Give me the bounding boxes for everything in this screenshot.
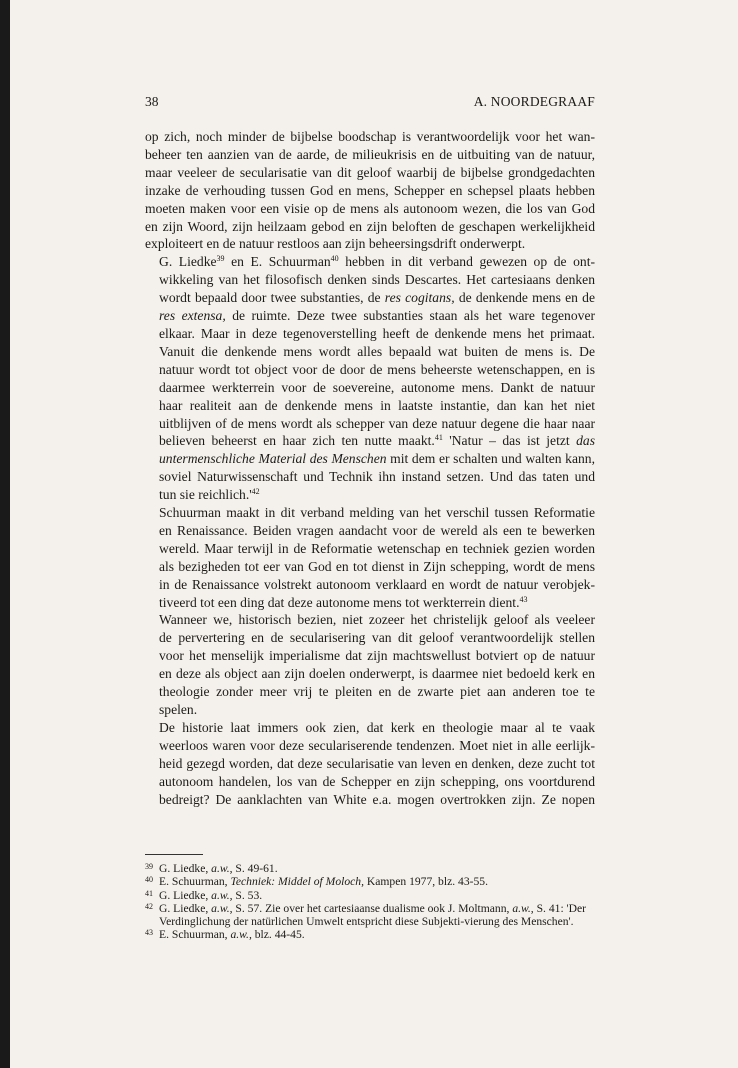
paragraph <box>145 504 595 611</box>
text-run: believen beheerst en haar zich ten nutte maakt. <box>159 433 435 449</box>
text-line <box>145 307 595 325</box>
text-run: S. 57. Zie over het cartesiaanse dualisme ook J. Moltmann, <box>232 901 513 915</box>
italic-run: das <box>576 433 596 449</box>
paragraph <box>145 719 595 809</box>
text-run: mit dem er schalten und walten kann, <box>386 451 596 467</box>
text-line <box>145 450 595 468</box>
text-run: de ruimte. Deze twee substanties staan als het ware tegenover <box>225 308 596 324</box>
text-line: soviel Naturwissenschaft und Technik ihn instand setzen. Und das taten und <box>159 469 595 485</box>
text-line: autonoom handelen, los van de Schepper en zijn schepping, ons voortdurend <box>159 773 595 789</box>
text-line: in de Renaissance volstrekt autonoom verklaard en wordt de natuur verobjek- <box>159 576 595 592</box>
text-line: de pervertering en de secularisering van dit geloof verantwoordelijk stellen <box>159 630 595 646</box>
italic-run: res cogitans, <box>384 290 455 306</box>
text-line: Schuurman maakt in dit verband melding van het verschil tussen Reformatie <box>159 505 595 521</box>
italic-run: a.w., <box>211 901 233 915</box>
text-line: moeten maken voor een visie op de mens als autonoom wezen, die los van God <box>145 200 595 216</box>
text-run: wordt bepaald door twee substanties, de <box>159 290 385 306</box>
text-line: daarmee werkterrein voor de soevereine, autonome mens. Dankt de natuur <box>159 379 595 395</box>
text-line: haar realiteit aan de denkende mens in laatste instantie, dan kan het niet <box>159 397 595 413</box>
text-line: heid gezegd worden, dat deze secularisatie van leven en denken, deze zucht tot <box>159 755 595 771</box>
text-line <box>145 486 595 504</box>
text-line: maar veeleer de secularisatie van dit geloof waarbij de bijbelse grondgedachten <box>145 164 595 180</box>
text-line: theologie zonder meer vrij te pleiten en de zwarte piet aan anderen toe te <box>159 684 595 700</box>
footnote-number: 40 <box>145 875 153 885</box>
footnote-ref: 41 <box>434 433 443 443</box>
text-run: blz. 44-45. <box>251 928 305 942</box>
text-line: elkaar. Maar in deze tegenoverstelling heeft de denkende mens het primaat. <box>159 325 595 341</box>
text-line: en Renaissance. Beiden vragen aandacht voor de wereld als een te bewerken <box>159 522 595 538</box>
text-run: S. 53. <box>232 888 263 902</box>
footnote-divider <box>145 854 203 855</box>
text-line: als bezigheden tot eer van God en tot dienst in Zijn schepping, wordt de mens <box>159 558 595 574</box>
text-line: en deze als object aan zijn doelen onderwerpt, is daarmee niet bedoeld kerk en <box>159 666 595 682</box>
page-number: 38 <box>145 94 159 109</box>
text-line <box>145 594 595 612</box>
text-line <box>145 253 595 271</box>
text-line: voor het menselijk imperialisme dat zijn machtswellust botviert op de natuur <box>159 648 595 664</box>
body-text <box>145 128 595 808</box>
text-line: inzake de verhouding tussen God en mens, Schepper en schepsel plaats hebben <box>145 182 595 198</box>
text-line: op zich, noch minder de bijbelse boodschap is verantwoordelijk voor het wan- <box>145 129 595 144</box>
footnote <box>145 902 595 929</box>
page-header <box>145 94 595 112</box>
footnote-ref: 43 <box>519 594 528 604</box>
text-run: en E. Schuurman <box>224 254 331 270</box>
text-line: beheer ten aanzien van de aarde, de milieukrisis en de uitbuiting van de natuur, <box>145 146 595 162</box>
italic-run: res extensa, <box>159 308 226 324</box>
text-line: De historie laat immers ook zien, dat kerk en theologie maar al te vaak <box>159 719 595 735</box>
footnotes <box>145 862 595 942</box>
text-line: en zijn Woord, zijn heilzaam gebod en zijn beloften de geschapen werkelijkheid <box>145 218 595 234</box>
text-line <box>145 432 595 450</box>
text-line: wereld. Maar terwijl in de Reformatie wetenschap en techniek gezien worden <box>159 540 595 556</box>
text-run: G. Liedke, <box>159 888 212 902</box>
footnote-ref: 42 <box>251 487 260 497</box>
text-line: uitblijven of de mens wordt als schepper van deze natuur degene die haar naar <box>159 415 595 431</box>
paragraph <box>145 611 595 718</box>
italic-run: untermenschliche Material des Menschen <box>159 451 387 467</box>
text-line: Wanneer we, historisch bezien, niet zozeer het christelijk geloof als veeleer <box>159 612 595 628</box>
footnote-ref: 39 <box>216 254 225 264</box>
text-run: S. 41: 'Der Verdinglichung der natürlichen Umwelt entspricht diese Subjekti-vierung des Menschen'. <box>159 901 587 929</box>
text-run: E. Schuurman, <box>159 928 231 942</box>
text-run: tiveerd tot een ding dat deze autonome mens tot werkterrein dient. <box>159 594 520 610</box>
paragraph <box>145 253 595 504</box>
text-run: G. Liedke, <box>159 901 212 915</box>
text-run: G. Liedke, <box>159 862 212 875</box>
running-head: A. NOORDEGRAAF <box>473 94 595 109</box>
text-line: spelen. <box>159 702 198 717</box>
scan-border <box>0 0 10 1068</box>
footnote <box>145 889 595 902</box>
italic-run: a.w., <box>230 928 252 942</box>
italic-run: a.w., <box>512 901 534 915</box>
footnote-number: 41 <box>145 888 153 898</box>
footnote-number: 39 <box>145 862 153 871</box>
text-run: S. 49-61. <box>232 862 278 875</box>
text-run: E. Schuurman, <box>159 875 231 889</box>
paragraph <box>145 128 595 253</box>
text-run: G. Liedke <box>159 254 217 270</box>
text-run: tun sie reichlich.' <box>159 487 252 503</box>
text-line: exploiteert en de natuur restloos aan zijn beheersingsdrift onderwerpt. <box>145 236 526 252</box>
footnote-ref: 40 <box>330 254 339 264</box>
text-line: wikkeling van het filosofisch denken sinds Descartes. Het cartesiaans denken <box>159 272 595 288</box>
text-line: weerloos waren voor deze seculariserende tendenzen. Moet niet in alle eerlijk- <box>159 737 595 753</box>
text-line: natuur wordt tot object voor de door de mens beheerste wetenschappen, en is <box>159 361 595 377</box>
text-line <box>145 289 595 307</box>
text-run: hebben in dit verband gewezen op de ont- <box>338 254 595 270</box>
text-run: 'Natur – das ist jetzt <box>442 433 577 449</box>
footnote <box>145 928 595 941</box>
text-line: bedreigt? De aanklachten van White e.a. mogen overtrokken zijn. Ze nopen <box>159 791 595 807</box>
footnote <box>145 875 595 888</box>
italic-run: a.w., <box>211 862 233 875</box>
italic-run: a.w., <box>211 888 233 902</box>
footnote-number: 42 <box>145 901 153 911</box>
footnote <box>145 862 595 875</box>
italic-run: Techniek: Middel of Moloch, <box>230 875 364 889</box>
footnote-number: 43 <box>145 928 153 938</box>
text-run: Kampen 1977, blz. 43-55. <box>364 875 488 889</box>
text-run: de denkende mens en de <box>454 290 595 306</box>
text-line: Vanuit die denkende mens wordt alles bepaald wat buiten de mens is. De <box>159 343 595 359</box>
